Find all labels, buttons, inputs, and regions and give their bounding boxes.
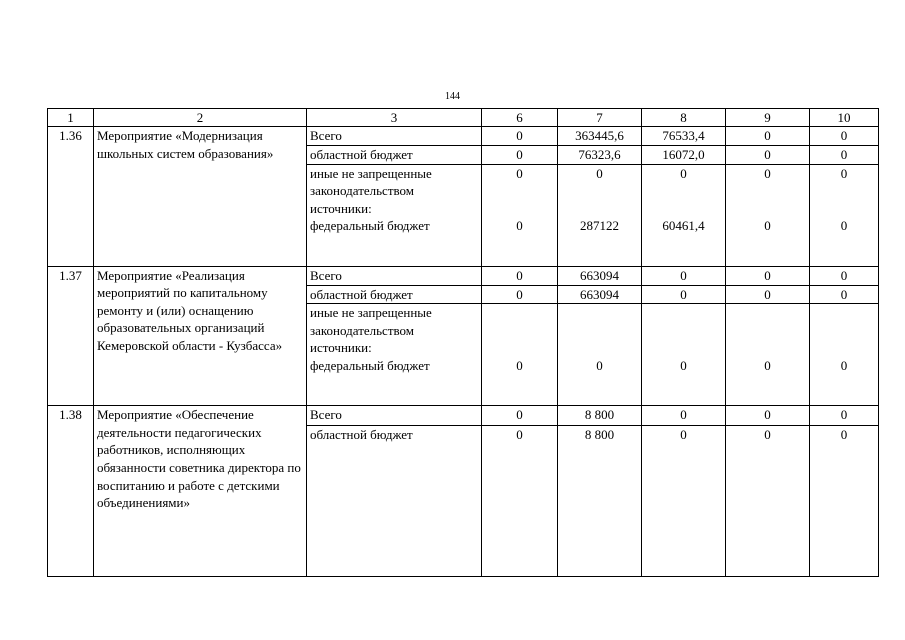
column-header: 2 bbox=[94, 109, 307, 127]
column-header: 9 bbox=[726, 109, 810, 127]
item-number: 1.38 bbox=[48, 406, 94, 577]
value-cell: 0 bbox=[642, 406, 726, 426]
value-cell: 0 bbox=[726, 426, 810, 577]
value-stack bbox=[810, 304, 879, 406]
funding-source: областной бюджет bbox=[307, 285, 482, 304]
value-stack bbox=[810, 164, 879, 266]
table-row bbox=[48, 127, 879, 146]
value-cell: 0 bbox=[810, 426, 879, 577]
item-number: 1.36 bbox=[48, 127, 94, 267]
column-header: 1 bbox=[48, 109, 94, 127]
value-cell: 0 bbox=[764, 357, 771, 373]
funding-source-line: законодательством bbox=[310, 322, 415, 338]
value-cell: 76323,6 bbox=[558, 146, 642, 165]
value-cell: 0 bbox=[810, 146, 879, 165]
value-cell: 0 bbox=[482, 127, 558, 146]
column-header: 10 bbox=[810, 109, 879, 127]
value-cell: 76533,4 bbox=[642, 127, 726, 146]
value-cell: 0 bbox=[840, 165, 848, 181]
value-cell: 0 bbox=[482, 406, 558, 426]
value-cell: 0 bbox=[810, 406, 879, 426]
value-cell: 663094 bbox=[558, 285, 642, 304]
table-row bbox=[48, 406, 879, 426]
funding-source-line: законодательством bbox=[310, 183, 415, 199]
value-cell: 0 bbox=[726, 406, 810, 426]
value-stack bbox=[726, 304, 810, 406]
funding-source-line: источники: bbox=[310, 340, 372, 356]
value-cell: 363445,6 bbox=[558, 127, 642, 146]
value-cell: 0 bbox=[516, 357, 523, 373]
budget-table bbox=[47, 108, 879, 577]
funding-source-line: иные не запрещенные bbox=[310, 305, 432, 321]
item-number: 1.37 bbox=[48, 266, 94, 406]
funding-source: областной бюджет bbox=[307, 426, 482, 577]
value-cell: 0 bbox=[482, 285, 558, 304]
item-name: Мероприятие «Обеспечение деятельности педагогических работников, исполняющих обязанности советника директора по воспитанию и работе с детскими объединениями» bbox=[94, 406, 307, 577]
funding-source-group bbox=[307, 164, 482, 266]
value-cell: 0 bbox=[482, 426, 558, 577]
value-cell: 0 bbox=[810, 266, 879, 285]
column-header: 7 bbox=[558, 109, 642, 127]
value-cell: 663094 bbox=[558, 266, 642, 285]
value-cell: 0 bbox=[680, 357, 687, 373]
funding-source-line: источники: bbox=[310, 200, 372, 216]
value-cell: 0 bbox=[810, 285, 879, 304]
value-cell: 0 bbox=[642, 266, 726, 285]
value-cell: 0 bbox=[840, 218, 848, 234]
page-number: 144 bbox=[445, 91, 460, 102]
table-row bbox=[48, 266, 879, 285]
funding-source-sub: федеральный бюджет bbox=[310, 218, 430, 234]
value-cell: 0 bbox=[726, 266, 810, 285]
value-stack bbox=[482, 164, 558, 266]
funding-source: Всего bbox=[307, 406, 482, 426]
value-cell: 287122 bbox=[580, 218, 619, 234]
value-cell: 0 bbox=[726, 127, 810, 146]
value-stack bbox=[482, 304, 558, 406]
value-cell: 0 bbox=[810, 127, 879, 146]
funding-source: Всего bbox=[307, 127, 482, 146]
value-cell: 0 bbox=[482, 266, 558, 285]
funding-source: областной бюджет bbox=[307, 146, 482, 165]
value-stack bbox=[558, 304, 642, 406]
value-stack bbox=[558, 164, 642, 266]
value-cell: 0 bbox=[596, 357, 603, 373]
value-cell: 8 800 bbox=[558, 426, 642, 577]
value-cell: 0 bbox=[840, 357, 848, 373]
value-cell: 0 bbox=[642, 426, 726, 577]
item-name: Мероприятие «Реализация мероприятий по капитальному ремонту и (или) оснащению образовательных организаций Кемеровской области - Кузбасса» bbox=[94, 266, 307, 406]
value-cell: 0 bbox=[764, 165, 771, 181]
value-cell: 0 bbox=[726, 146, 810, 165]
column-header: 8 bbox=[642, 109, 726, 127]
value-cell: 60461,4 bbox=[662, 218, 705, 234]
value-cell: 8 800 bbox=[558, 406, 642, 426]
column-header: 6 bbox=[482, 109, 558, 127]
column-header: 3 bbox=[307, 109, 482, 127]
value-cell: 0 bbox=[726, 285, 810, 304]
funding-source-line: иные не запрещенные bbox=[310, 165, 432, 181]
value-stack bbox=[642, 304, 726, 406]
header-row bbox=[48, 109, 879, 127]
value-cell: 0 bbox=[764, 218, 771, 234]
value-cell: 0 bbox=[642, 285, 726, 304]
funding-source-group bbox=[307, 304, 482, 406]
value-cell: 16072,0 bbox=[642, 146, 726, 165]
funding-source-sub: федеральный бюджет bbox=[310, 357, 430, 373]
value-cell: 0 bbox=[596, 165, 603, 181]
item-name: Мероприятие «Модернизация школьных систем образования» bbox=[94, 127, 307, 267]
value-stack bbox=[642, 164, 726, 266]
value-stack bbox=[726, 164, 810, 266]
value-cell: 0 bbox=[516, 218, 523, 234]
value-cell: 0 bbox=[516, 165, 523, 181]
funding-source: Всего bbox=[307, 266, 482, 285]
value-cell: 0 bbox=[680, 165, 687, 181]
value-cell: 0 bbox=[482, 146, 558, 165]
